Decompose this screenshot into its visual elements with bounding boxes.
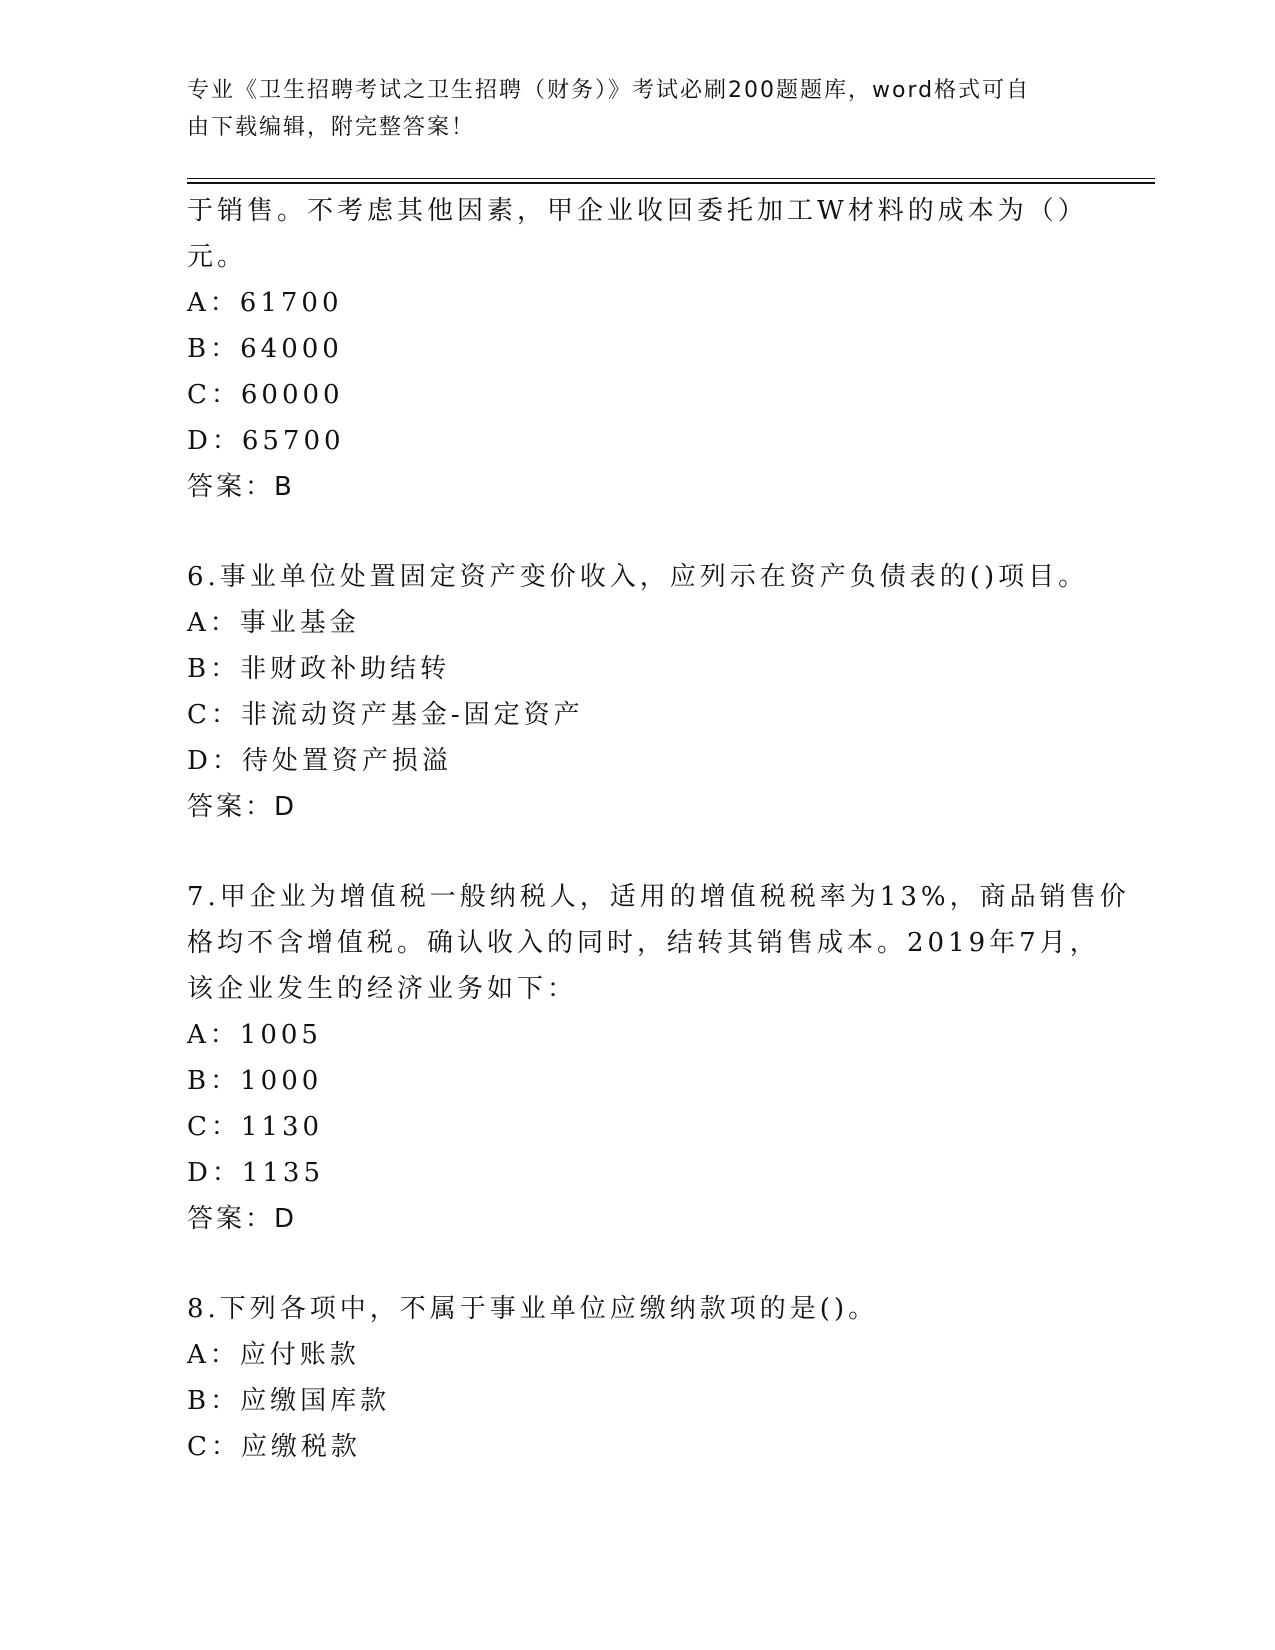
document-header [187, 72, 1087, 146]
option-c: C：应缴税款 [187, 1432, 361, 1462]
header-line-2: 由下载编辑，附完整答案！ [187, 115, 476, 140]
question-8 [187, 1286, 1087, 1470]
question-7 [187, 874, 1130, 1242]
question-stem: 7.甲企业为增值税一般纳税人，适用的增值税税率为13%，商品销售价 [187, 882, 1130, 912]
option-d: D：1135 [187, 1158, 325, 1188]
option-b: B：非财政补助结转 [187, 654, 451, 684]
option-d: D：65700 [187, 426, 345, 456]
question-stem: 8.下列各项中，不属于事业单位应缴纳款项的是()。 [187, 1294, 879, 1324]
option-a: A：61700 [187, 288, 343, 318]
option-a: A：应付账款 [187, 1340, 360, 1370]
answer-line: 答案：B [187, 472, 295, 502]
answer-line: 答案：D [187, 1204, 298, 1234]
header-line-1: 专业《卫生招聘考试之卫生招聘（财务）》考试必刷200题题库，word格式可自 [187, 78, 1031, 103]
answer-line: 答案：D [187, 792, 298, 822]
option-c: C：非流动资产基金-固定资产 [187, 700, 584, 730]
option-b: B：1000 [187, 1066, 323, 1096]
option-b: B：64000 [187, 334, 343, 364]
question-stem: 该企业发生的经济业务如下： [187, 974, 578, 1004]
question-stem: 格均不含增值税。确认收入的同时，结转其销售成本。2019年7月， [187, 928, 1100, 958]
option-c: C：60000 [187, 380, 344, 410]
question-5 [187, 188, 1087, 510]
option-b: B：应缴国库款 [187, 1386, 391, 1416]
header-divider-thick [187, 182, 1155, 184]
header-divider-thin [187, 178, 1155, 179]
question-6 [187, 554, 1087, 830]
question-content [187, 188, 1130, 1470]
option-d: D：待处置资产损溢 [187, 746, 452, 776]
option-c: C：1130 [187, 1112, 324, 1142]
option-a: A：1005 [187, 1020, 322, 1050]
option-a: A：事业基金 [187, 608, 360, 638]
question-stem: 6.事业单位处置固定资产变价收入，应列示在资产负债表的()项目。 [187, 562, 1089, 592]
question-stem: 于销售。不考虑其他因素，甲企业收回委托加工W材料的成本为（） [187, 196, 1088, 226]
question-stem: 元。 [187, 242, 248, 272]
